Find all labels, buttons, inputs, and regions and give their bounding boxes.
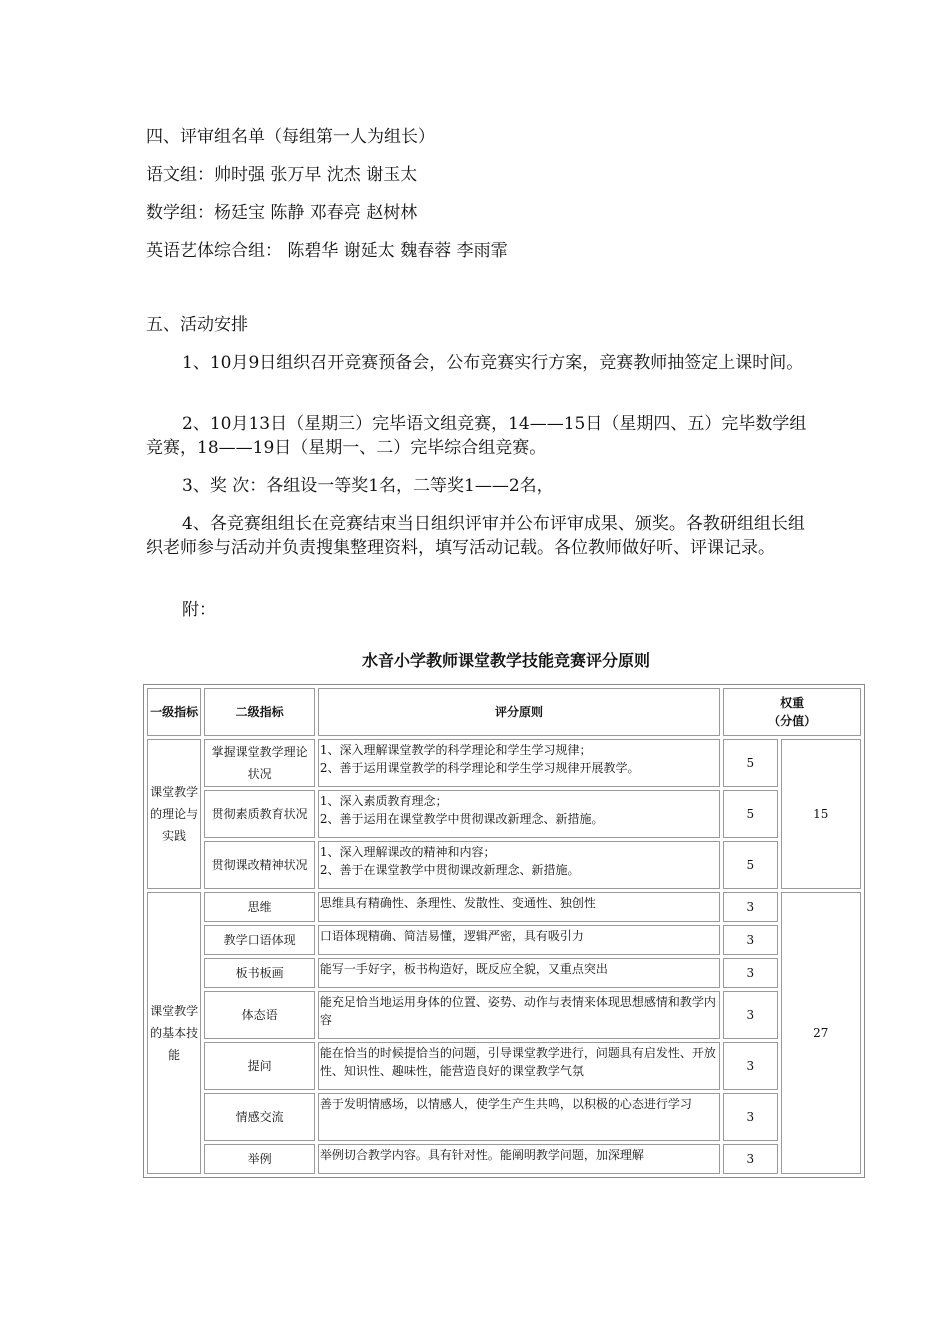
group2-row3-score: 3 <box>723 958 777 988</box>
group2-row4-principle: 能充足恰当地运用身体的位置、姿势、动作与表情来体现思想感情和教学内容 <box>318 991 720 1039</box>
math-group-list: 数学组：杨廷宝 陈静 邓春亮 赵树林 <box>146 203 418 223</box>
arrangement-item-2: 2、10月13日（星期三）完毕语文组竞赛，14——15日（星期四、五）完毕数学组竞赛，18——19日（星期一、二）完毕综合组竞赛。 <box>146 414 807 458</box>
group2-total: 27 <box>781 892 862 1174</box>
table-row <box>147 1144 861 1174</box>
group2-row6-score: 3 <box>723 1093 777 1141</box>
table-row <box>147 1093 861 1141</box>
group2-row7-principle: 举例切合教学内容。具有针对性。能阐明教学问题，加深理解 <box>318 1144 720 1174</box>
group1-row3-principle: 1、深入理解课改的精神和内容； 2、善于在课堂教学中贯彻课改新理念、新措施。 <box>318 841 720 889</box>
group2-row4-score: 3 <box>723 991 777 1039</box>
group2-row2-score: 3 <box>723 925 777 955</box>
group1-row2-score: 5 <box>723 790 777 838</box>
table-row <box>147 841 861 889</box>
header-level1: 一级指标 <box>147 688 201 736</box>
header-weight-line2: （分值） <box>768 714 817 728</box>
chinese-group-list: 语文组：帅时强 张万早 沈杰 谢玉太 <box>146 165 418 185</box>
group2-row6-principle: 善于发明情感场，以情感人，使学生产生共鸣，以积极的心态进行学习 <box>318 1093 720 1141</box>
section-5-heading: 五、活动安排 <box>146 315 248 335</box>
group2-row7-indicator: 举例 <box>204 1144 315 1174</box>
section-4-heading: 四、评审组名单（每组第一人为组长） <box>146 127 435 147</box>
table-title: 水音小学教师课堂教学技能竞赛评分原则 <box>361 651 650 670</box>
scoring-table <box>143 684 865 1178</box>
table-row <box>147 892 861 922</box>
group2-row3-indicator: 板书板画 <box>204 958 315 988</box>
group2-row1-indicator: 思维 <box>204 892 315 922</box>
group2-row5-score: 3 <box>723 1042 777 1090</box>
arrangement-item-1: 1、10月9日组织召开竞赛预备会，公布竞赛实行方案，竞赛教师抽签定上课时间。 <box>182 353 804 373</box>
group1-row2-principle: 1、深入素质教育理念； 2、善于运用在课堂教学中贯彻课改新理念、新措施。 <box>318 790 720 838</box>
arrangement-item-3: 3、奖 次：各组设一等奖1名，二等奖1——2名， <box>182 476 554 496</box>
table-row <box>147 790 861 838</box>
header-level2: 二级指标 <box>204 688 315 736</box>
group2-row1-principle: 思维具有精确性、条理性、发散性、变通性、独创性 <box>318 892 720 922</box>
group2-row2-indicator: 教学口语体现 <box>204 925 315 955</box>
header-principle: 评分原则 <box>318 688 720 736</box>
group1-row3-indicator: 贯彻课改精神状况 <box>204 841 315 889</box>
header-weight-line1: 权重 <box>780 696 805 710</box>
group1-row1-principle: 1、深入理解课堂教学的科学理论和学生学习规律； 2、善于运用课堂教学的科学理论和学生学习规律开展教学。 <box>318 739 720 787</box>
table-row <box>147 739 861 787</box>
group1-row3-score: 5 <box>723 841 777 889</box>
table-row <box>147 925 861 955</box>
english-arts-group-list: 英语艺体综合组： 陈碧华 谢延太 魏春蓉 李雨霏 <box>146 241 508 261</box>
table-row <box>147 958 861 988</box>
group2-row6-indicator: 情感交流 <box>204 1093 315 1141</box>
group1-row1-indicator: 掌握课堂教学理论状况 <box>204 739 315 787</box>
group2-row3-principle: 能写一手好字，板书构造好，既反应全貌，又重点突出 <box>318 958 720 988</box>
table-header-row <box>147 688 861 736</box>
table-row <box>147 1042 861 1090</box>
arrangement-item-4: 4、各竞赛组组长在竞赛结束当日组织评审并公布评审成果、颁奖。各教研组组长组织老师参与活动并负责搜集整理资料，填写活动记载。各位教师做好听、评课记录。 <box>146 514 805 558</box>
page-bottom-margin <box>0 1214 950 1344</box>
group2-row1-score: 3 <box>723 892 777 922</box>
group1-name: 课堂教学的理论与实践 <box>147 739 201 889</box>
header-weight <box>723 688 861 736</box>
group2-row5-indicator: 提问 <box>204 1042 315 1090</box>
group2-row5-principle: 能在恰当的时候提恰当的问题，引导课堂教学进行，问题具有启发性、开放性、知识性、趣味性，能营造良好的课堂教学气氛 <box>318 1042 720 1090</box>
appendix-label: 附： <box>182 600 216 620</box>
group1-row1-score: 5 <box>723 739 777 787</box>
group1-row2-indicator: 贯彻素质教育状况 <box>204 790 315 838</box>
group2-row2-principle: 口语体现精确、简洁易懂，逻辑严密，具有吸引力 <box>318 925 720 955</box>
group2-name: 课堂教学的基本技能 <box>147 892 201 1174</box>
group2-row4-indicator: 体态语 <box>204 991 315 1039</box>
table-row <box>147 991 861 1039</box>
group2-row7-score: 3 <box>723 1144 777 1174</box>
group1-total: 15 <box>781 739 862 889</box>
